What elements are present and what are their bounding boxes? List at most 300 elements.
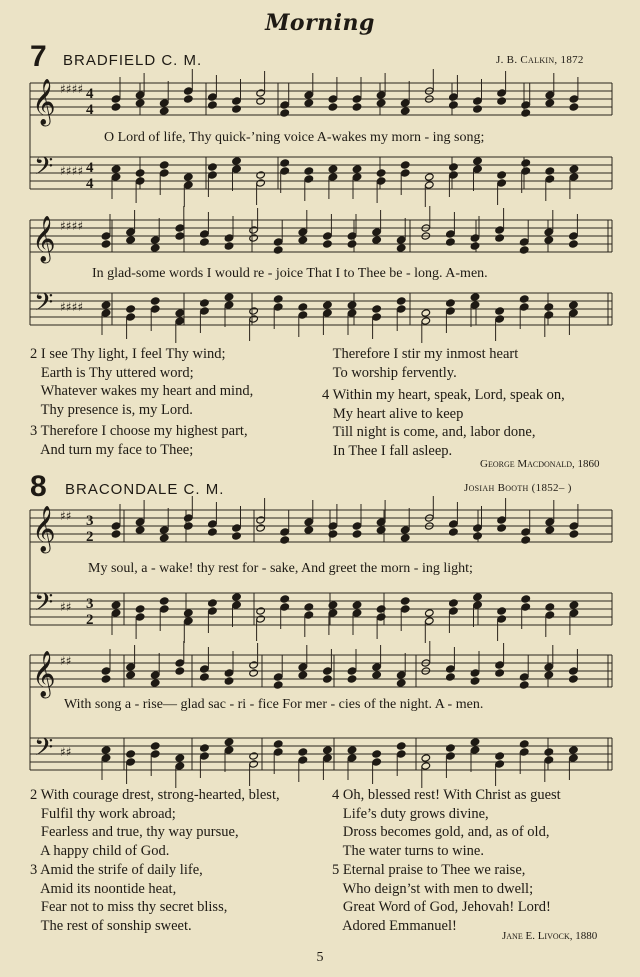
key-signature: ♯♯ — [60, 600, 72, 614]
note — [473, 105, 483, 113]
note — [175, 317, 185, 325]
note — [208, 528, 218, 536]
note — [159, 597, 169, 605]
note — [400, 526, 410, 534]
note — [111, 95, 121, 103]
note — [545, 526, 555, 534]
note — [126, 228, 136, 236]
note — [352, 522, 362, 530]
note — [159, 99, 169, 107]
note — [126, 313, 136, 321]
note — [521, 536, 531, 544]
note — [200, 665, 210, 673]
lyrics-line: O Lord of life, Thy quick-’ning voice A-wakes my morn - ing song; — [104, 130, 485, 145]
note — [497, 97, 507, 105]
note — [256, 97, 266, 105]
note — [396, 244, 406, 252]
note — [400, 597, 410, 605]
treble-clef: 𝄞 — [32, 79, 56, 125]
note — [135, 605, 145, 613]
note — [449, 163, 459, 171]
note — [372, 750, 382, 758]
note — [200, 307, 210, 315]
note — [256, 89, 266, 97]
note — [446, 744, 456, 752]
note — [101, 746, 111, 754]
note — [111, 601, 121, 609]
note — [545, 175, 555, 183]
note — [497, 516, 507, 524]
note — [298, 236, 308, 244]
note — [200, 230, 210, 238]
note — [224, 677, 234, 685]
note — [352, 103, 362, 111]
note — [224, 746, 234, 754]
note — [569, 675, 579, 683]
note — [224, 301, 234, 309]
note — [347, 746, 357, 754]
note — [175, 754, 185, 762]
verse: 5 Eternal praise to Thee we raise, Who deign’st with men to dwell; Great Word of God, Jehovah! Lord! Adored Emmanuel! — [332, 862, 551, 934]
note — [232, 601, 242, 609]
note — [544, 748, 554, 756]
tune-name: BRACONDALE C. M. — [65, 481, 225, 498]
note — [298, 756, 308, 764]
note — [150, 305, 160, 313]
note — [159, 169, 169, 177]
note — [497, 615, 507, 623]
note — [470, 677, 480, 685]
note — [519, 303, 529, 311]
note — [569, 530, 579, 538]
page-header: Morning — [265, 10, 375, 36]
note — [425, 181, 435, 189]
note — [449, 607, 459, 615]
time-signature: 2 — [86, 612, 94, 628]
note — [200, 752, 210, 760]
hymn-number: 7 — [30, 40, 47, 73]
note — [101, 667, 111, 675]
note — [372, 758, 382, 766]
note — [396, 742, 406, 750]
note — [495, 752, 505, 760]
note — [347, 309, 357, 317]
note — [545, 99, 555, 107]
note — [545, 603, 555, 611]
note — [298, 748, 308, 756]
note — [184, 609, 194, 617]
note — [323, 675, 333, 683]
note — [569, 609, 579, 617]
note — [135, 613, 145, 621]
note — [273, 246, 283, 254]
note — [347, 240, 357, 248]
note — [470, 301, 480, 309]
note — [232, 165, 242, 173]
note — [159, 534, 169, 542]
note — [372, 228, 382, 236]
note — [256, 179, 266, 187]
note — [273, 238, 283, 246]
page-number: 5 — [316, 950, 324, 965]
note — [323, 301, 333, 309]
note — [126, 663, 136, 671]
note — [519, 748, 529, 756]
note — [135, 526, 145, 534]
note — [273, 295, 283, 303]
treble-clef: 𝄞 — [32, 216, 56, 262]
note — [519, 740, 529, 748]
note — [232, 593, 242, 601]
note — [519, 246, 529, 254]
time-signature: 4 — [86, 86, 94, 102]
note — [569, 232, 579, 240]
note — [298, 671, 308, 679]
note — [449, 520, 459, 528]
note — [150, 236, 160, 244]
note — [304, 518, 314, 526]
note — [249, 669, 259, 677]
note — [470, 242, 480, 250]
note — [101, 232, 111, 240]
note — [400, 161, 410, 169]
bass-clef: 𝄢 — [34, 733, 54, 768]
note — [473, 157, 483, 165]
note — [175, 762, 185, 770]
note — [232, 105, 242, 113]
note — [175, 309, 185, 317]
note — [328, 173, 338, 181]
verse: Therefore I stir my inmost heart To worship fervently. — [332, 346, 519, 381]
note — [304, 603, 314, 611]
note — [304, 99, 314, 107]
note — [256, 607, 266, 615]
verse: 4 Oh, blessed rest! With Christ as guest Life’s duty grows divine, Dross becomes gold, and, as of old, The water turns to wine. — [332, 787, 561, 859]
note — [396, 671, 406, 679]
note — [150, 297, 160, 305]
note — [495, 760, 505, 768]
note — [126, 236, 136, 244]
note — [273, 303, 283, 311]
note — [421, 762, 431, 770]
note — [126, 305, 136, 313]
note — [200, 673, 210, 681]
note — [545, 91, 555, 99]
note — [323, 667, 333, 675]
note — [376, 91, 386, 99]
note — [328, 165, 338, 173]
note — [150, 244, 160, 252]
note — [470, 746, 480, 754]
note — [135, 177, 145, 185]
note — [280, 167, 290, 175]
note — [495, 315, 505, 323]
note — [497, 524, 507, 532]
verse: 3 Amid the strife of daily life, Amid its noontide heat, Fear not to miss thy secret bliss, The rest of sonship sweet. — [30, 862, 228, 934]
note — [396, 679, 406, 687]
note — [101, 754, 111, 762]
note — [280, 109, 290, 117]
note — [328, 103, 338, 111]
note — [249, 661, 259, 669]
note — [569, 240, 579, 248]
note — [200, 299, 210, 307]
note — [396, 305, 406, 313]
note — [150, 742, 160, 750]
note — [232, 157, 242, 165]
note — [569, 95, 579, 103]
note — [159, 526, 169, 534]
note — [449, 101, 459, 109]
composer-credit: J. B. Calkin, 1872 — [496, 54, 584, 66]
note — [111, 609, 121, 617]
key-signature: ♯♯ — [60, 745, 72, 759]
note — [280, 159, 290, 167]
note — [111, 173, 121, 181]
note — [473, 97, 483, 105]
note — [376, 177, 386, 185]
note — [473, 532, 483, 540]
note — [208, 171, 218, 179]
treble-clef: 𝄞 — [32, 651, 56, 697]
note — [396, 236, 406, 244]
note — [150, 679, 160, 687]
note — [497, 89, 507, 97]
note — [473, 524, 483, 532]
verse: 2 I see Thy light, I feel Thy wind; Earth is Thy uttered word; Whatever wakes my heart and mind, Thy presence is, my Lord. — [30, 346, 254, 418]
note — [347, 667, 357, 675]
time-signature: 3 — [86, 513, 94, 529]
note — [545, 611, 555, 619]
verse: 3 Therefore I choose my highest part, And turn my face to Thee; — [30, 423, 248, 458]
note — [352, 165, 362, 173]
note — [521, 101, 531, 109]
note — [544, 228, 554, 236]
note — [111, 103, 121, 111]
note — [224, 669, 234, 677]
note — [569, 667, 579, 675]
note — [224, 242, 234, 250]
key-signature: ♯♯♯♯ — [60, 82, 84, 96]
note — [135, 169, 145, 177]
note — [273, 673, 283, 681]
note — [421, 309, 431, 317]
bass-clef: 𝄢 — [34, 288, 54, 323]
note — [184, 181, 194, 189]
lyrics-line: With song a - rise— glad sac - ri - fice For mer - cies of the night. A - men. — [64, 697, 484, 712]
note — [208, 101, 218, 109]
note — [400, 99, 410, 107]
note — [519, 238, 529, 246]
note — [224, 234, 234, 242]
note — [470, 293, 480, 301]
note — [449, 93, 459, 101]
note — [323, 232, 333, 240]
note — [569, 103, 579, 111]
key-signature: ♯♯ — [60, 509, 72, 523]
note — [184, 173, 194, 181]
note — [135, 518, 145, 526]
note — [249, 760, 259, 768]
note — [304, 526, 314, 534]
note — [347, 232, 357, 240]
note — [569, 746, 579, 754]
note — [256, 524, 266, 532]
note — [544, 236, 554, 244]
note — [446, 673, 456, 681]
treble-clef: 𝄞 — [32, 506, 56, 552]
note — [175, 232, 185, 240]
note — [521, 159, 531, 167]
note — [400, 107, 410, 115]
note — [569, 522, 579, 530]
note — [232, 532, 242, 540]
note — [495, 226, 505, 234]
note — [473, 165, 483, 173]
note — [304, 167, 314, 175]
note — [446, 299, 456, 307]
note — [446, 238, 456, 246]
note — [273, 681, 283, 689]
note — [323, 754, 333, 762]
note — [175, 659, 185, 667]
note — [400, 534, 410, 542]
note — [376, 169, 386, 177]
note — [208, 163, 218, 171]
lyrics-line: In glad-some words I would re - joice That I to Thee be - long. A-men. — [92, 266, 488, 281]
note — [495, 661, 505, 669]
note — [421, 317, 431, 325]
note — [208, 520, 218, 528]
note — [400, 605, 410, 613]
key-signature: ♯♯♯♯ — [60, 300, 84, 314]
note — [304, 91, 314, 99]
note — [347, 301, 357, 309]
note — [175, 224, 185, 232]
note — [473, 601, 483, 609]
verse: 2 With courage drest, strong-hearted, blest, Fulfil thy work abroad; Fearless and true, thy way pursue, A happy child of God. — [30, 787, 280, 859]
note — [470, 738, 480, 746]
note — [175, 667, 185, 675]
note — [545, 167, 555, 175]
time-signature: 3 — [86, 596, 94, 612]
note — [126, 750, 136, 758]
note — [249, 752, 259, 760]
note — [111, 530, 121, 538]
note — [544, 663, 554, 671]
note — [519, 681, 529, 689]
note — [184, 514, 194, 522]
note — [150, 750, 160, 758]
note — [304, 175, 314, 183]
tune-name: BRADFIELD C. M. — [63, 52, 203, 69]
note — [497, 607, 507, 615]
note — [376, 99, 386, 107]
note — [101, 675, 111, 683]
note — [126, 671, 136, 679]
note — [273, 748, 283, 756]
note — [347, 675, 357, 683]
note — [495, 234, 505, 242]
note — [544, 756, 554, 764]
note — [521, 528, 531, 536]
note — [256, 516, 266, 524]
note — [569, 601, 579, 609]
note — [396, 750, 406, 758]
note — [569, 754, 579, 762]
note — [400, 169, 410, 177]
note — [249, 307, 259, 315]
author-credit: George Macdonald, 1860 — [480, 458, 600, 470]
note — [425, 609, 435, 617]
note — [347, 754, 357, 762]
note — [544, 671, 554, 679]
author-credit: Jane E. Livock, 1880 — [502, 930, 598, 942]
note — [111, 165, 121, 173]
note — [101, 240, 111, 248]
note — [249, 226, 259, 234]
note — [569, 309, 579, 317]
note — [280, 595, 290, 603]
note — [449, 171, 459, 179]
note — [519, 295, 529, 303]
time-signature: 4 — [86, 160, 94, 176]
note — [280, 528, 290, 536]
note — [569, 165, 579, 173]
note — [396, 297, 406, 305]
note — [249, 315, 259, 323]
note — [298, 311, 308, 319]
note — [372, 663, 382, 671]
note — [372, 236, 382, 244]
note — [280, 101, 290, 109]
note — [495, 669, 505, 677]
note — [224, 738, 234, 746]
note — [446, 307, 456, 315]
note — [280, 603, 290, 611]
note — [232, 97, 242, 105]
key-signature: ♯♯ — [60, 654, 72, 668]
note — [184, 522, 194, 530]
note — [249, 234, 259, 242]
note — [159, 605, 169, 613]
note — [232, 524, 242, 532]
note — [521, 167, 531, 175]
note — [208, 599, 218, 607]
bass-clef: 𝄢 — [34, 152, 54, 187]
note — [449, 599, 459, 607]
note — [135, 99, 145, 107]
note — [473, 593, 483, 601]
note — [352, 95, 362, 103]
hymn-number: 8 — [30, 470, 47, 503]
note — [372, 305, 382, 313]
note — [569, 173, 579, 181]
time-signature: 4 — [86, 102, 94, 118]
note — [352, 609, 362, 617]
note — [256, 615, 266, 623]
note — [200, 744, 210, 752]
note — [200, 238, 210, 246]
note — [446, 752, 456, 760]
note — [544, 303, 554, 311]
composer-credit: Josiah Booth (1852– ) — [464, 482, 572, 494]
note — [470, 234, 480, 242]
note — [159, 161, 169, 169]
note — [519, 673, 529, 681]
note — [352, 173, 362, 181]
note — [323, 746, 333, 754]
